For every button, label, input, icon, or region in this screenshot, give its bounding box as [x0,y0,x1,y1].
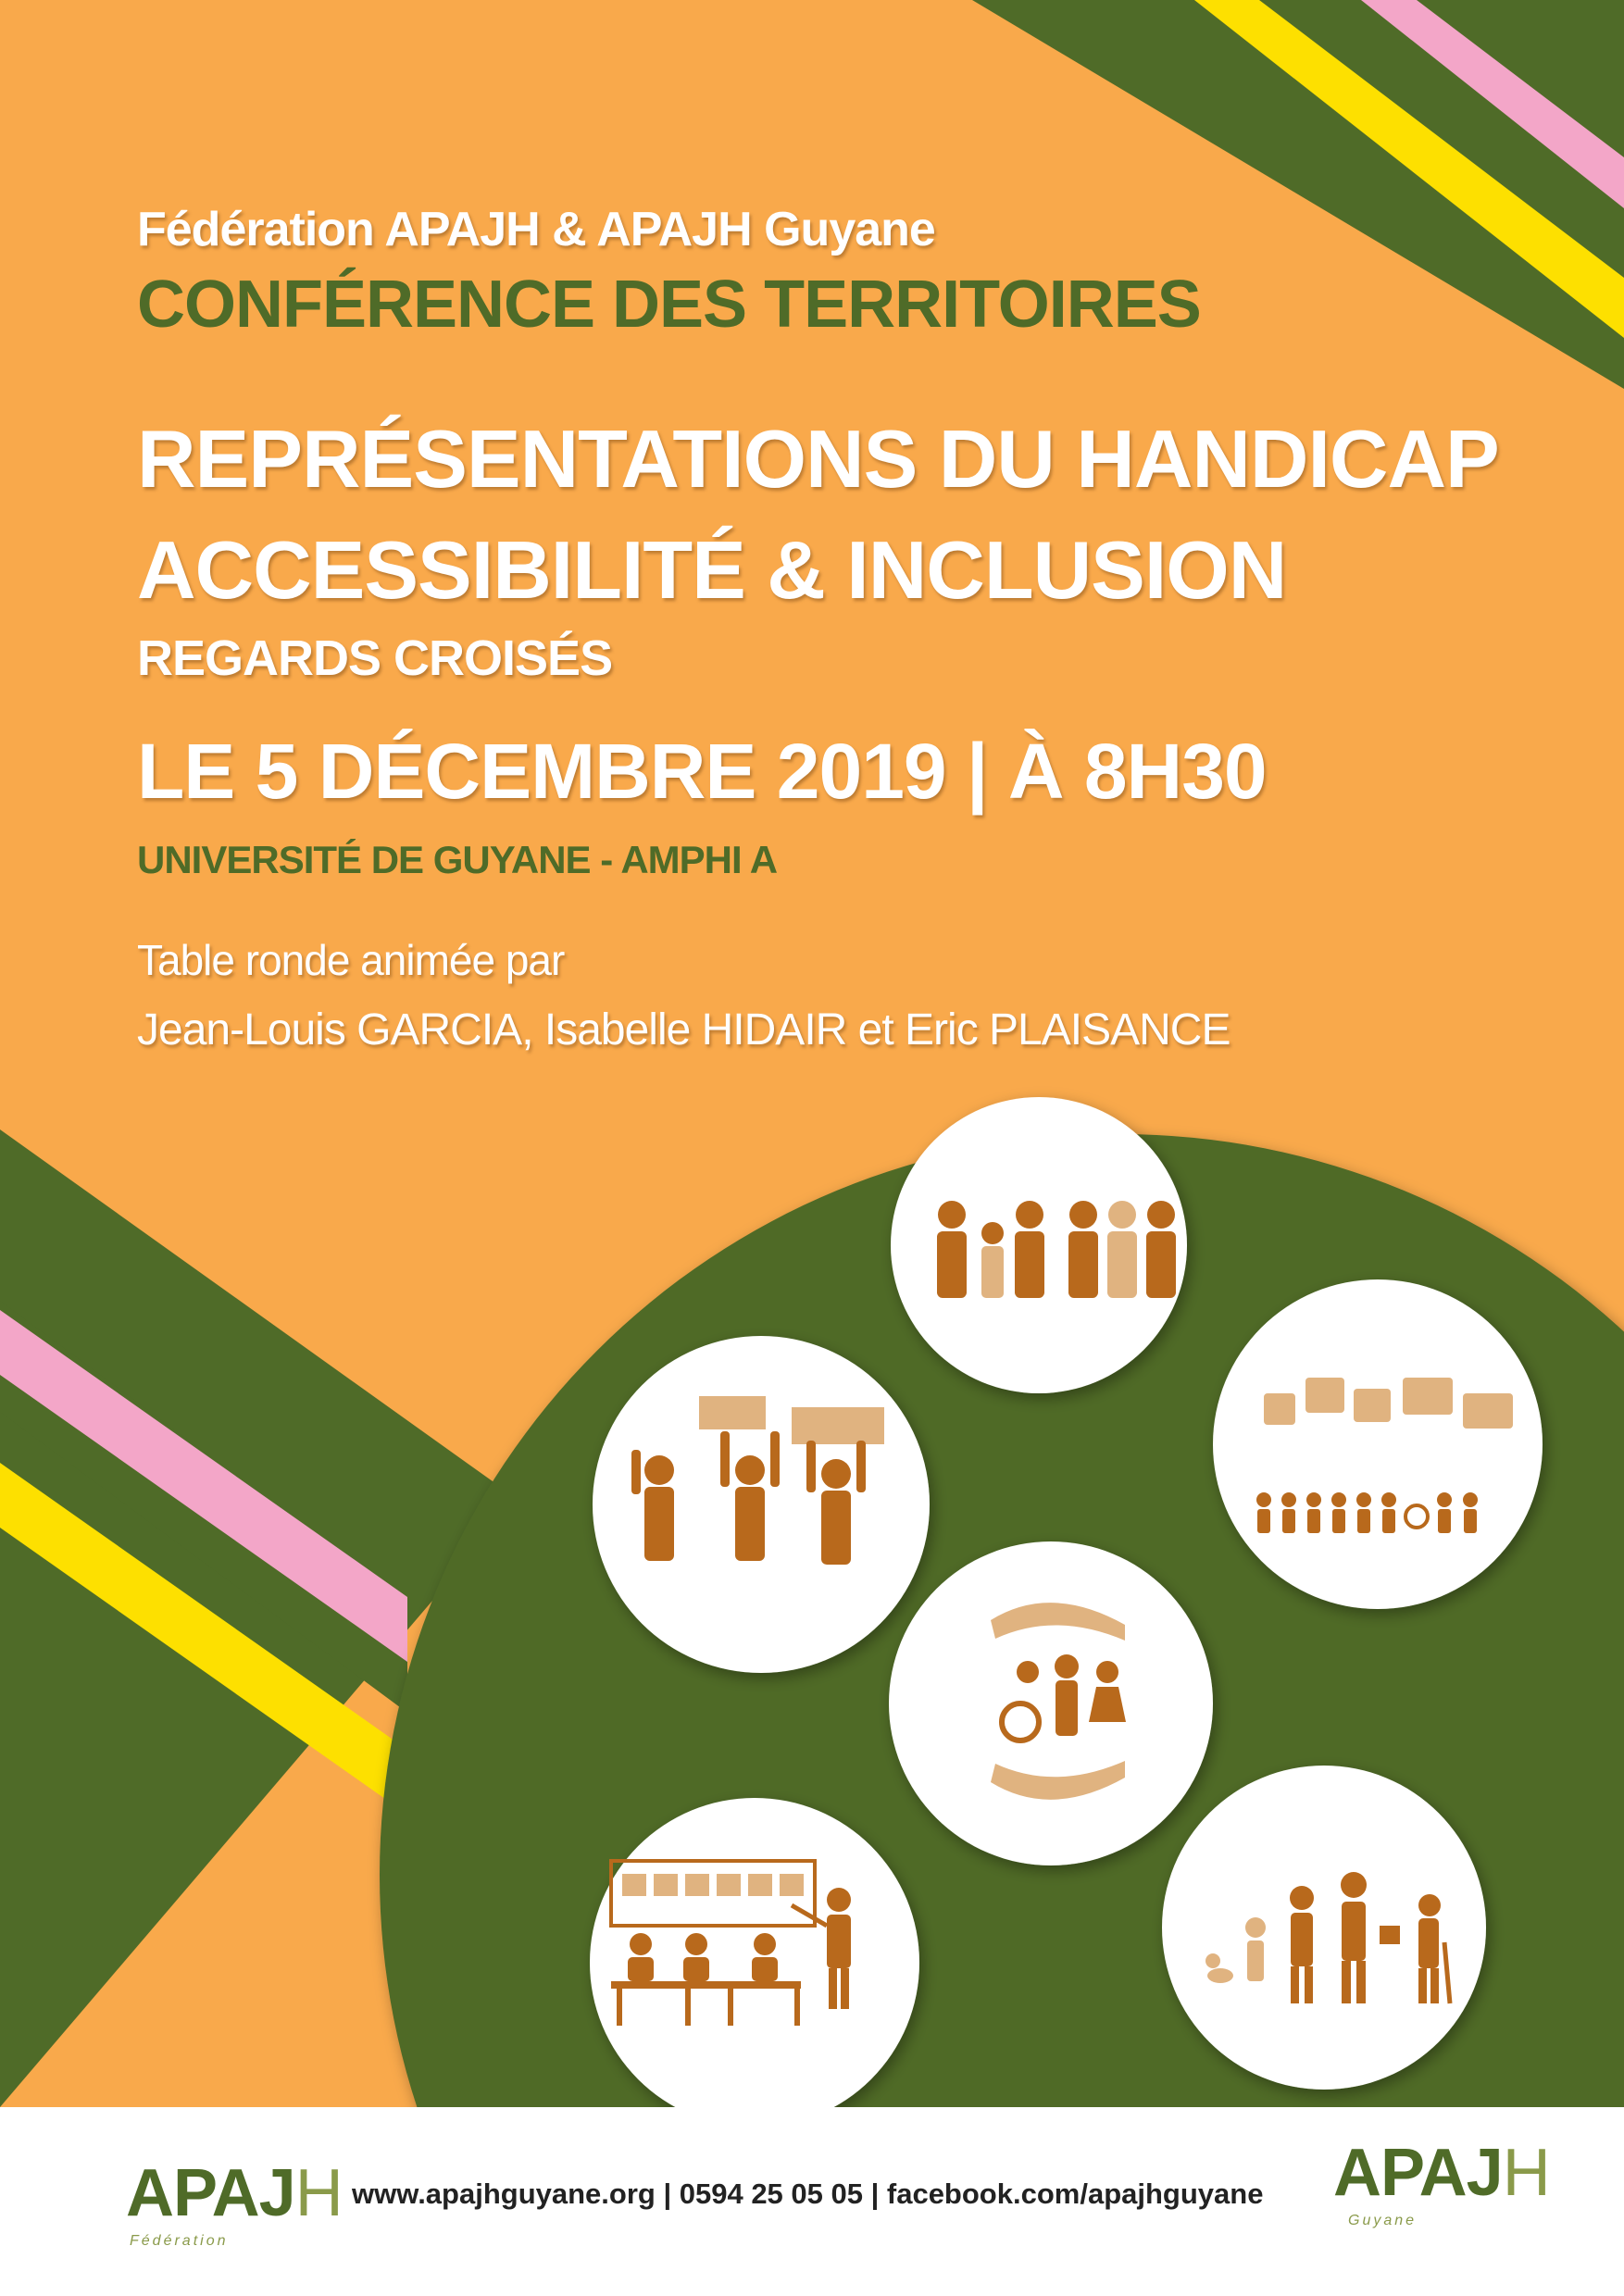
round-table-label: Table ronde animée par [137,936,565,984]
circle-inclusion [889,1541,1213,1866]
moderators: Jean-Louis GARCIA, Isabelle HIDAIR et Eric PLAISANCE [137,1005,1230,1054]
venue: UNIVERSITÉ DE GUYANE - AMPHI A [137,838,778,881]
circle-community [1213,1279,1543,1609]
apajh-guyane-logo: APAJH [1333,2136,1550,2210]
apajh-federation-logo-sub: Fédération [130,2233,229,2249]
main-title-line-2: ACCESSIBILITÉ & INCLUSION [137,524,1287,616]
conference-title: CONFÉRENCE DES TERRITOIRES [137,268,1201,342]
organizers-line: Fédération APAJH & APAJH Guyane [137,203,935,256]
apajh-federation-logo: APAJH [126,2156,343,2230]
main-title-line-1: REPRÉSENTATIONS DU HANDICAP [137,413,1499,505]
apajh-guyane-logo-sub: Guyane [1348,2213,1418,2228]
footer [0,2107,1624,2296]
date-time: LE 5 DÉCEMBRE 2019 | À 8H30 [137,728,1267,815]
subtitle: REGARDS CROISÉS [137,630,613,686]
contact-info[interactable]: www.apajhguyane.org | 0594 25 05 05 | facebook.com/apajhguyane [352,2177,1264,2210]
